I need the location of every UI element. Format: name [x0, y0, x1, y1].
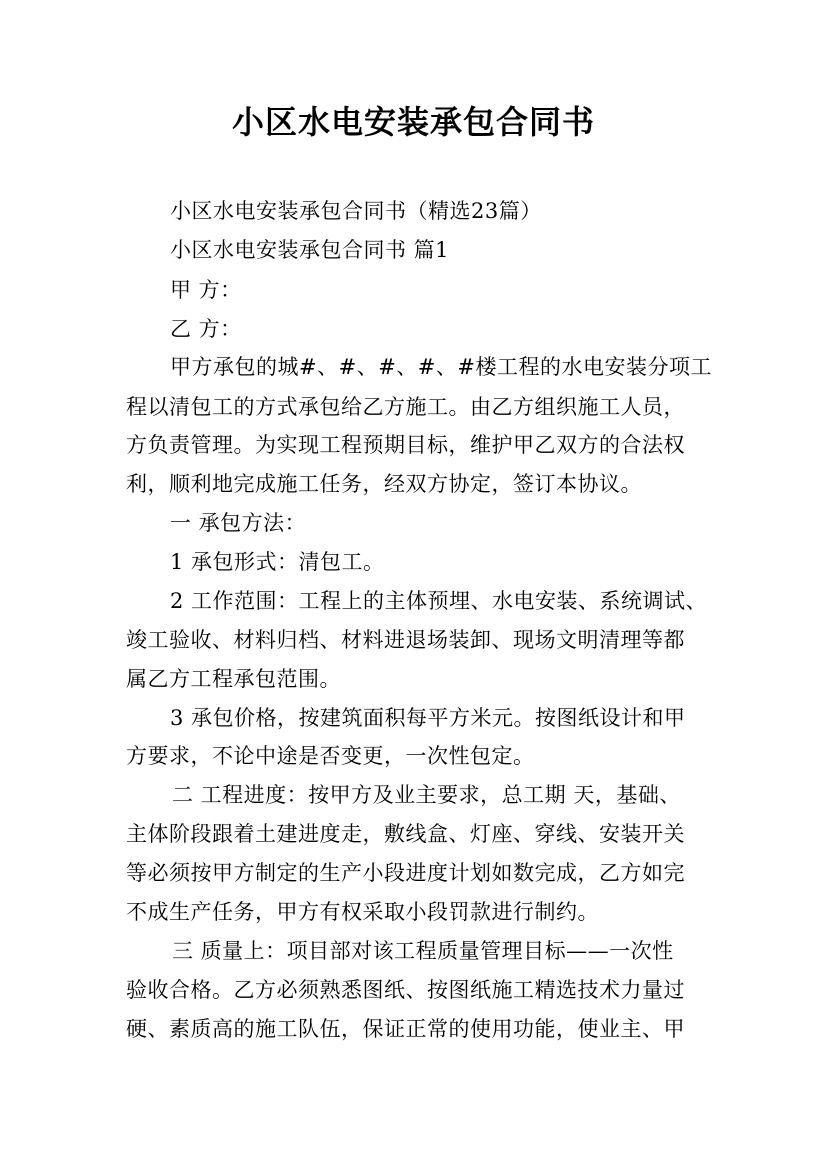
doc-paragraph-line: 竣工验收、材料归档、材料进退场装卸、现场文明清理等都 [126, 628, 685, 652]
doc-line-party-b: 乙 方： [170, 317, 242, 341]
doc-paragraph-line: 1 承包形式：清包工。 [170, 550, 385, 574]
doc-line-party-a: 甲 方： [170, 278, 242, 302]
document-title: 小区水电安装承包合同书 [231, 103, 595, 141]
doc-paragraph-line: 硬、素质高的施工队伍，保证正常的使用功能，使业主、甲 [126, 1017, 685, 1041]
doc-paragraph-line: 不成生产任务，甲方有权采取小段罚款进行制约。 [126, 900, 599, 924]
doc-paragraph-line: 方要求，不论中途是否变更，一次性包定。 [126, 744, 535, 768]
doc-line-subtitle: 小区水电安装承包合同书（精选23篇） [170, 199, 542, 223]
doc-paragraph-line: 方负责管理。为实现工程预期目标，维护甲乙双方的合法权 [126, 433, 685, 457]
doc-paragraph-line: 3 承包价格，按建筑面积每平方米元。按图纸设计和甲 [170, 706, 686, 730]
doc-clause-heading: 二 工程进度：按甲方及业主要求，总工期 天，基础、 [172, 783, 681, 807]
doc-paragraph-line: 主体阶段跟着土建进度走，敷线盒、灯座、穿线、安装开关 [126, 822, 685, 846]
doc-clause-heading: 一 承包方法： [170, 511, 307, 535]
doc-paragraph-line: 2 工作范围：工程上的主体预埋、水电安装、系统调试、 [170, 589, 708, 613]
doc-line-section-heading: 小区水电安装承包合同书 篇1 [170, 238, 450, 262]
doc-clause-heading: 三 质量上：项目部对该工程质量管理目标——一次性 [172, 939, 674, 963]
doc-paragraph-line: 属乙方工程承包范围。 [126, 667, 341, 691]
doc-paragraph-line: 利，顺利地完成施工任务，经双方协定，签订本协议。 [126, 472, 642, 496]
doc-paragraph-line: 验收合格。乙方必须熟悉图纸、按图纸施工精选技术力量过 [126, 978, 685, 1002]
doc-paragraph-line: 等必须按甲方制定的生产小段进度计划如数完成，乙方如完 [126, 861, 685, 885]
doc-paragraph-line: 甲方承包的城#、#、#、#、#楼工程的水电安装分项工 [170, 355, 712, 379]
doc-paragraph-line: 程以清包工的方式承包给乙方施工。由乙方组织施工人员， [126, 395, 685, 419]
